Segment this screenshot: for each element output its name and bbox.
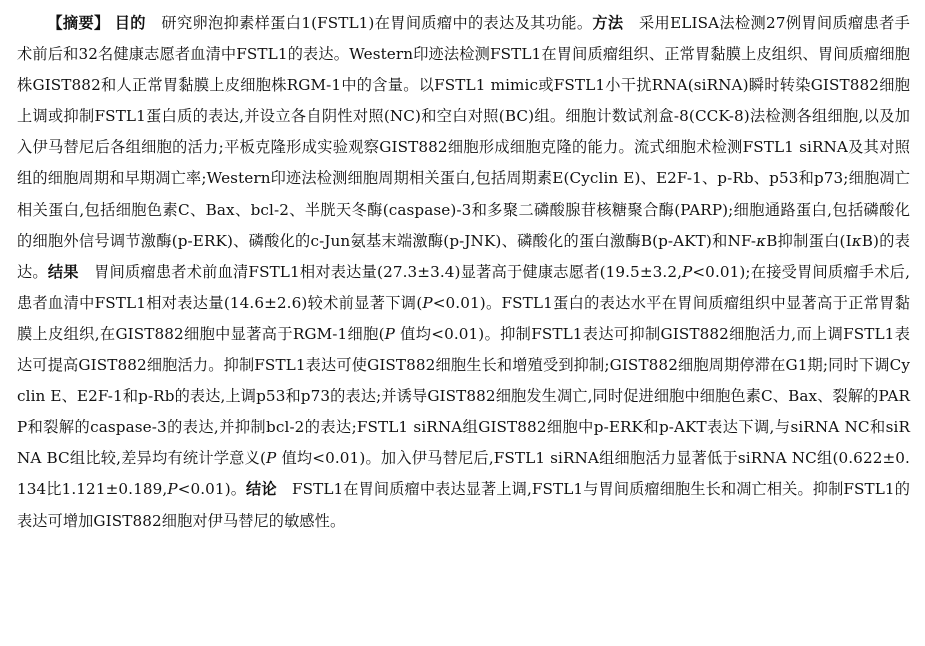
abstract-label: 【摘要】: [47, 14, 110, 32]
conclusion-heading: 结论: [246, 480, 277, 499]
results-text-1: 胃间质瘤患者术前血清FSTL1相对表达量(27.3±3.4)显著高于健康志愿者(19.5±3.2,: [94, 262, 683, 281]
methods-text-1: 采用ELISA法检测27例胃间质瘤患者手术前后和32名健康志愿者血清中FSTL1的表达。Western印迹法检测FSTL1在胃间质瘤组织、正常胃黏膜上皮组织、胃间质瘤细胞株GIST882和人正常胃黏膜上皮细胞株RGM-1中的含量。以FSTL1 mimic或FSTL1小干扰RNA(siRNA)瞬时转染GIST882细胞上调或抑制FSTL1蛋白质的表达,并设立各自阴性对照(NC)和空白对照(BC)组。细胞计数试剂盒-8(CCK-8)法检测各组细胞,以及加入伊马替尼后各组细胞的活力;平板克隆形成实验观察GIST882细胞形成细胞克隆的能力。流式细胞术检测FSTL1 siRNA及其对照组的细胞周期和早期凋亡率;Western印迹法检测细胞周期相关蛋白,包括周期素E(Cyclin E)、E2F-1、p-Rb、p53和p73;细胞凋亡相关蛋白,包括细胞色素C、Bax、bcl-2、半胱天冬酶(caspase)-3和多聚二磷酸腺苷核糖聚合酶(PARP);细胞通路蛋白,包括磷酸化的细胞外信号调节激酶(p-ERK)、磷酸化的c-Jun氨基末端激酶(p-JNK)、磷酸化的蛋白激酶B(p-AKT)和NF-: [17, 14, 910, 250]
objective-heading: 目的: [114, 14, 146, 32]
results-text-2: <0.01);在接受胃间质瘤手术后,患者血清中FSTL1相对表达量(14.6±2.6)较术前显著下调(: [17, 262, 910, 312]
p-value-symbol: P: [422, 293, 433, 312]
kappa-symbol: κ: [756, 231, 767, 250]
methods-heading: 方法: [592, 14, 624, 32]
methods-text-2: B抑制蛋白(I: [766, 231, 852, 250]
results-text-5: 值均<0.01)。加入伊马替尼后,FSTL1 siRNA组细胞活力显著低于siRNA NC组(0.622±0.134比1.121±0.189,: [17, 449, 910, 499]
results-text-3: <0.01)。FSTL1蛋白的表达水平在胃间质瘤组织中显著高于正常胃黏膜上皮组织,在GIST882细胞中显著高于RGM-1细胞(: [17, 293, 910, 343]
p-value-symbol: P: [266, 449, 277, 468]
p-value-symbol: P: [682, 262, 693, 281]
results-heading: 结果: [47, 262, 79, 281]
methods-text-3: B)的表达。: [17, 231, 910, 281]
results-text-4: 值均<0.01)。抑制FSTL1表达可抑制GIST882细胞活力,而上调FSTL1表达可提高GIST882细胞活力。抑制FSTL1表达可使GIST882细胞生长和增殖受到抑制;GIST882细胞周期停滞在G1期;同时下调Cyclin E、E2F-1和p-Rb的表达,上调p53和p73的表达;并诱导GIST882细胞发生凋亡,同时促进细胞中细胞色素C、Bax、裂解的PARP和裂解的caspase-3的表达,并抑制bcl-2的表达;FSTL1 siRNA组GIST882细胞中p-ERK和p-AKT表达下调,与siRNA NC和siRNA BC组比较,差异均有统计学意义(: [17, 324, 910, 468]
p-value-symbol: P: [384, 324, 395, 343]
p-value-symbol: P: [167, 480, 178, 499]
conclusion-text: FSTL1在胃间质瘤中表达显著上调,FSTL1与胃间质瘤细胞生长和凋亡相关。抑制FSTL1的表达可增加GIST882细胞对伊马替尼的敏感性。: [17, 480, 910, 530]
kappa-symbol-2: κ: [851, 231, 862, 250]
results-text-6: <0.01)。: [177, 480, 247, 499]
objective-text: 研究卵泡抑素样蛋白1(FSTL1)在胃间质瘤中的表达及其功能。: [161, 14, 593, 32]
abstract-paragraph: [17, 8, 910, 537]
